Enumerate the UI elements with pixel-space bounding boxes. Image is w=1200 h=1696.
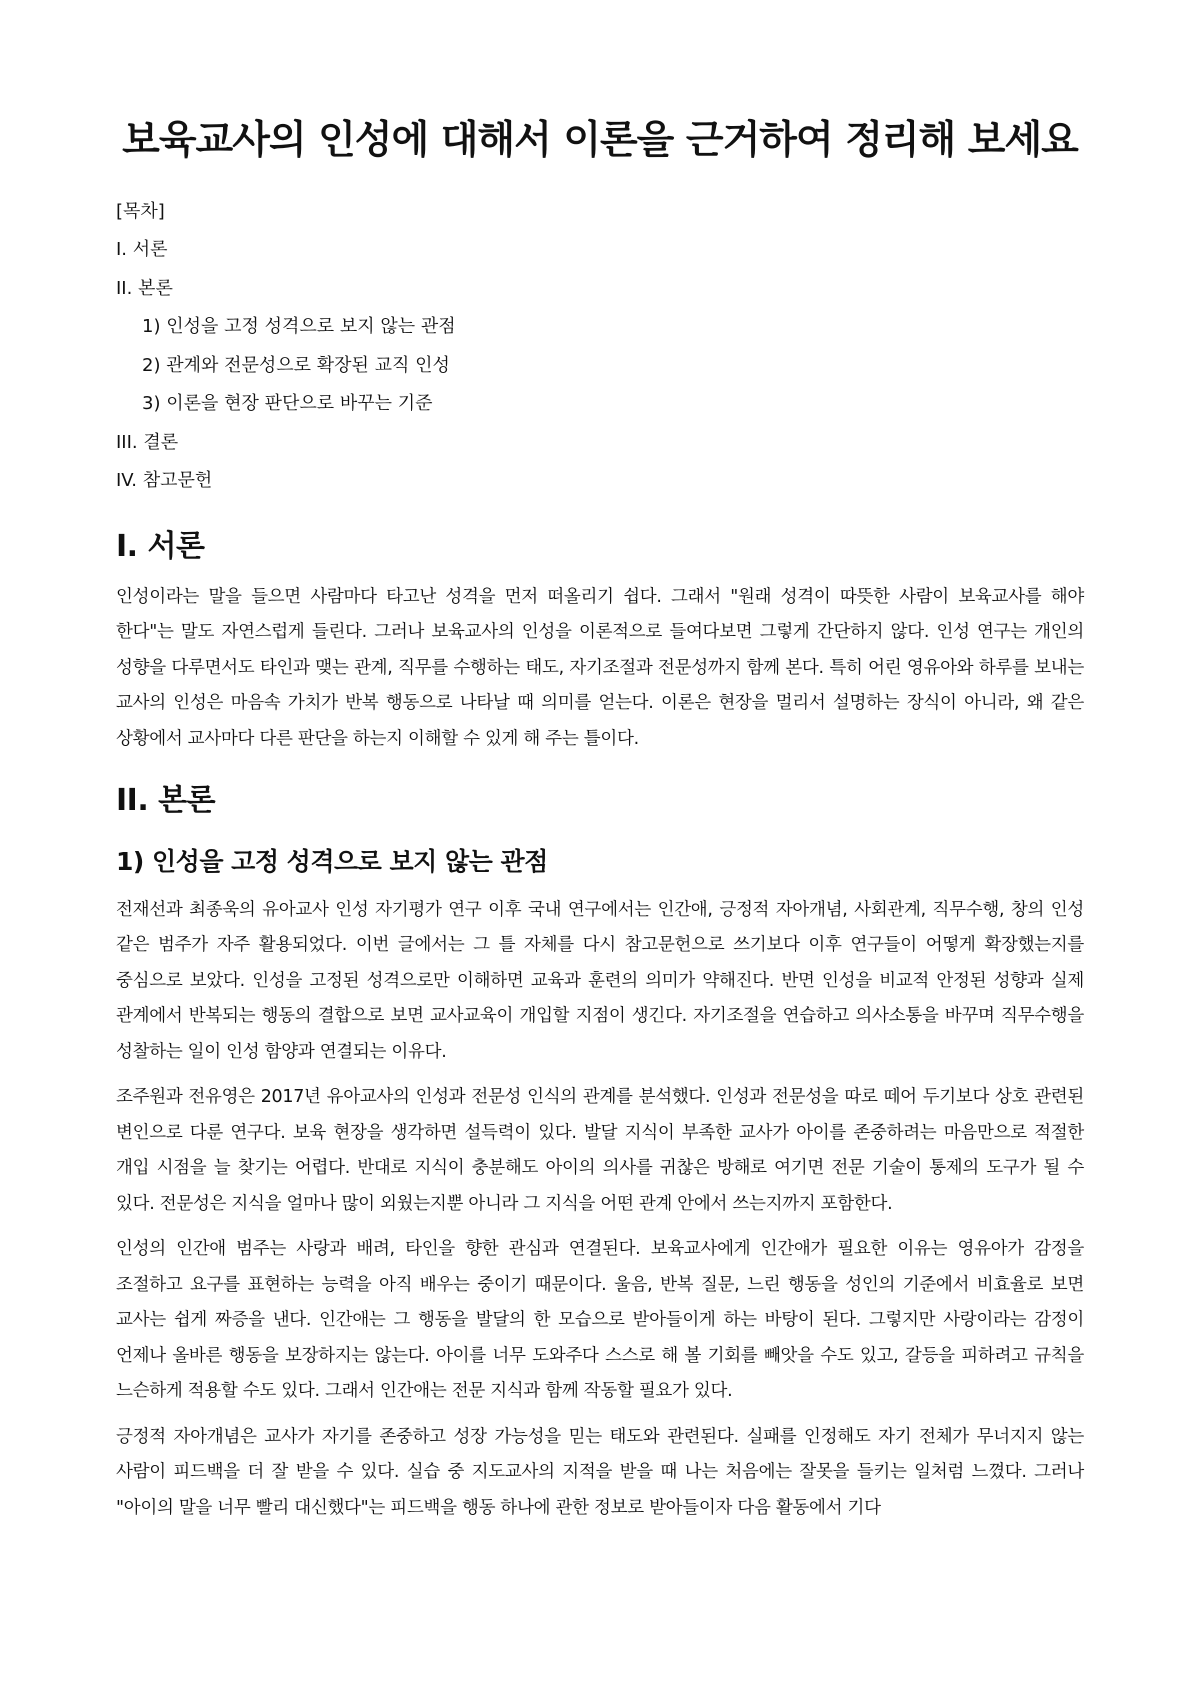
toc-heading: [목차] [116,200,165,222]
table-of-contents [116,193,1084,501]
intro-paragraph: 인성이라는 말을 들으면 사람마다 타고난 성격을 먼저 떠올리기 쉽다. 그래서 "원래 성격이 따뜻한 사람이 보육교사를 해야 한다"는 말도 자연스럽게 들린다. 그러나 보육교사의 인성을 이론적으로 들여다보면 그렇게 간단하지 않다. 인성 연구는 개인의 성향을 다루면서도 타인과 맺는 관계, 직무를 수행하는 태도, 자기조절과 전문성까지 함께 본다. 특히 어린 영유아와 하루를 보내는 교사의 인성은 마음속 가치가 반복 행동으로 나타날 때 의미를 얻는다. 이론은 현장을 멀리서 설명하는 장식이 아니라, 왜 같은 상황에서 교사마다 다른 판단을 하는지 이해할 수 있게 해 주는 틀이다. [116,586,1084,749]
intro-section [116,527,1084,758]
intro-heading: I. 서론 [116,528,205,564]
body-heading: II. 본론 [116,783,216,819]
section1-paragraph: 조주원과 전유영은 2017년 유아교사의 인성과 전문성 인식의 관계를 분석했다. 인성과 전문성을 따로 떼어 두기보다 상호 관련된 변인으로 다룬 연구다. 보육 현장을 생각하면 설득력이 있다. 발달 지식이 부족한 교사가 아이를 존중하려는 마음만으로 적절한 개입 시점을 늘 찾기는 어렵다. 반대로 지식이 충분해도 아이의 의사를 귀찮은 방해로 여기면 전문 기술이 통제의 도구가 될 수 있다. 전문성은 지식을 얼마나 많이 외웠는지뿐 아니라 그 지식을 어떤 관계 안에서 쓰는지까지 포함한다. [116,1087,1084,1214]
document-title: 보육교사의 인성에 대해서 이론을 근거하여 정리해 보세요 [122,118,1078,163]
section1-paragraph: 인성의 인간애 범주는 사랑과 배려, 타인을 향한 관심과 연결된다. 보육교사에게 인간애가 필요한 이유는 영유아가 감정을 조절하고 요구를 표현하는 능력을 아직 배우는 중이기 때문이다. 울음, 반복 질문, 느린 행동을 성인의 기준에서 비효율로 보면 교사는 쉽게 짜증을 낸다. 인간애는 그 행동을 발달의 한 모습으로 받아들이게 하는 바탕이 된다. 그렇지만 사랑이라는 감정이 언제나 올바른 행동을 보장하지는 않는다. 아이를 너무 도와주다 스스로 해 볼 기회를 빼앗을 수도 있고, 갈등을 피하려고 규칙을 느슨하게 적용할 수도 있다. 그래서 인간애는 전문 지식과 함께 작동할 필요가 있다. [116,1239,1084,1402]
section1-heading: 1) 인성을 고정 성격으로 보지 않는 관점 [116,847,548,877]
toc-item: IV. 참고문헌 [116,470,213,492]
toc-item: I. 서론 [116,239,168,261]
toc-item: II. 본론 [116,277,173,299]
toc-list [116,231,1084,501]
body-section [116,781,1084,1526]
toc-subitem: 1) 인성을 고정 성격으로 보지 않는 관점 [142,316,456,338]
section1-paragraph: 전재선과 최종욱의 유아교사 인성 자기평가 연구 이후 국내 연구에서는 인간애, 긍정적 자아개념, 사회관계, 직무수행, 창의 인성 같은 범주가 자주 활용되었다. 이번 글에서는 그 틀 자체를 다시 참고문헌으로 쓰기보다 이후 연구들이 어떻게 확장했는지를 중심으로 보았다. 인성을 고정된 성격으로만 이해하면 교육과 훈련의 의미가 약해진다. 반면 인성을 비교적 안정된 성향과 실제 관계에서 반복되는 행동의 결합으로 보면 교사교육이 개입할 지점이 생긴다. 자기조절을 연습하고 의사소통을 바꾸며 직무수행을 성찰하는 일이 인성 함양과 연결되는 이유다. [116,899,1084,1062]
toc-subitem: 2) 관계와 전문성으로 확장된 교직 인성 [142,354,450,376]
toc-item: III. 결론 [116,431,179,453]
section1-paragraph: 긍정적 자아개념은 교사가 자기를 존중하고 성장 가능성을 믿는 태도와 관련된다. 실패를 인정해도 자기 전체가 무너지지 않는 사람이 피드백을 더 잘 받을 수 있다. 실습 중 지도교사의 지적을 받을 때 나는 처음에는 잘못을 들키는 일처럼 느꼈다. 그러나 "아이의 말을 너무 빨리 대신했다"는 피드백을 행동 하나에 관한 정보로 받아들이자 다음 활동에서 기다 [116,1426,1084,1518]
toc-subitem: 3) 이론을 현장 판단으로 바꾸는 기준 [142,393,433,415]
